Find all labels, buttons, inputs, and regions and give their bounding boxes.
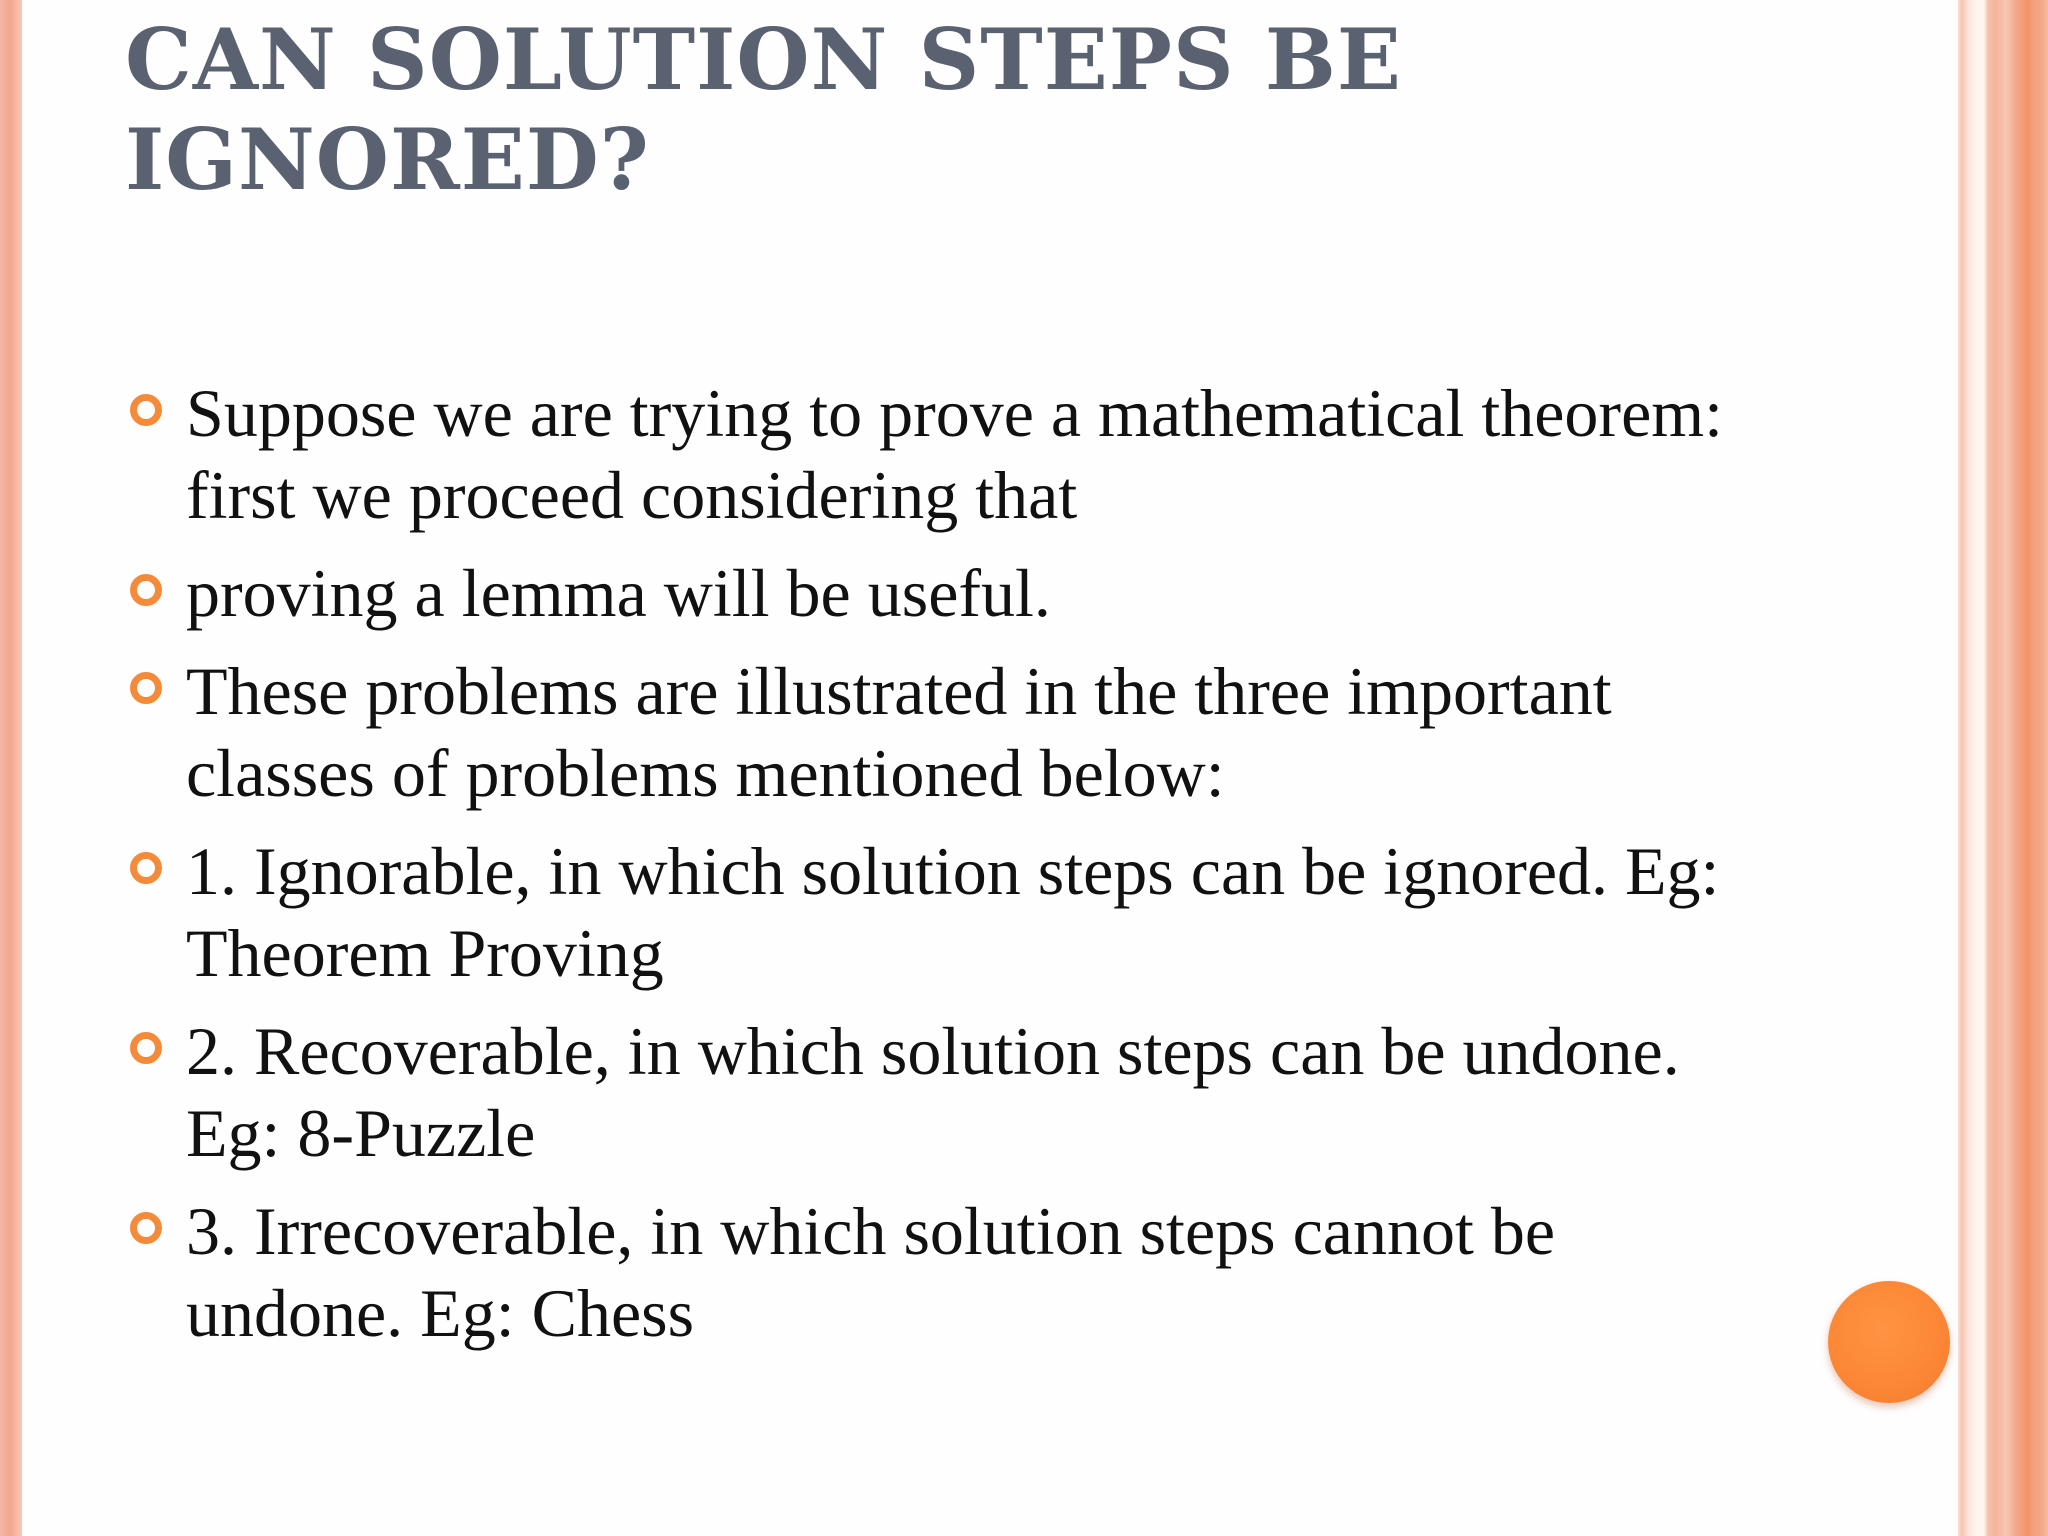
bullet-circle-icon [130, 394, 162, 426]
bullet-circle-icon [130, 672, 162, 704]
bullet-text: 3. Irrecoverable, in which solution steps cannot be undone. Eg: Chess [186, 1193, 1556, 1351]
bullet-text: 1. Ignorable, in which solution steps can be ignored. Eg: Theorem Proving [186, 833, 1720, 991]
bullet-item [130, 650, 1730, 814]
bullet-item [130, 1190, 1730, 1354]
right-border-stripes [1958, 0, 2048, 1536]
bullet-circle-icon [130, 574, 162, 606]
bullet-circle-icon [130, 852, 162, 884]
bullet-list [130, 372, 1730, 1370]
orange-circle-icon [1828, 1281, 1950, 1403]
left-border-stripe [0, 0, 22, 1536]
bullet-item [130, 1010, 1730, 1174]
bullet-text: Suppose we are trying to prove a mathematical theorem: first we proceed considering that [186, 375, 1724, 533]
bullet-item [130, 372, 1730, 536]
bullet-item [130, 552, 1730, 634]
bullet-text: proving a lemma will be useful. [186, 555, 1051, 631]
bullet-circle-icon [130, 1032, 162, 1064]
slide-title: CAN SOLUTION STEPS BE IGNORED? [125, 10, 1402, 209]
bullet-text: 2. Recoverable, in which solution steps can be undone. Eg: 8-Puzzle [186, 1013, 1680, 1171]
bullet-circle-icon [130, 1212, 162, 1244]
bullet-item [130, 830, 1730, 994]
bullet-text: These problems are illustrated in the three important classes of problems mentioned below: [186, 653, 1612, 811]
